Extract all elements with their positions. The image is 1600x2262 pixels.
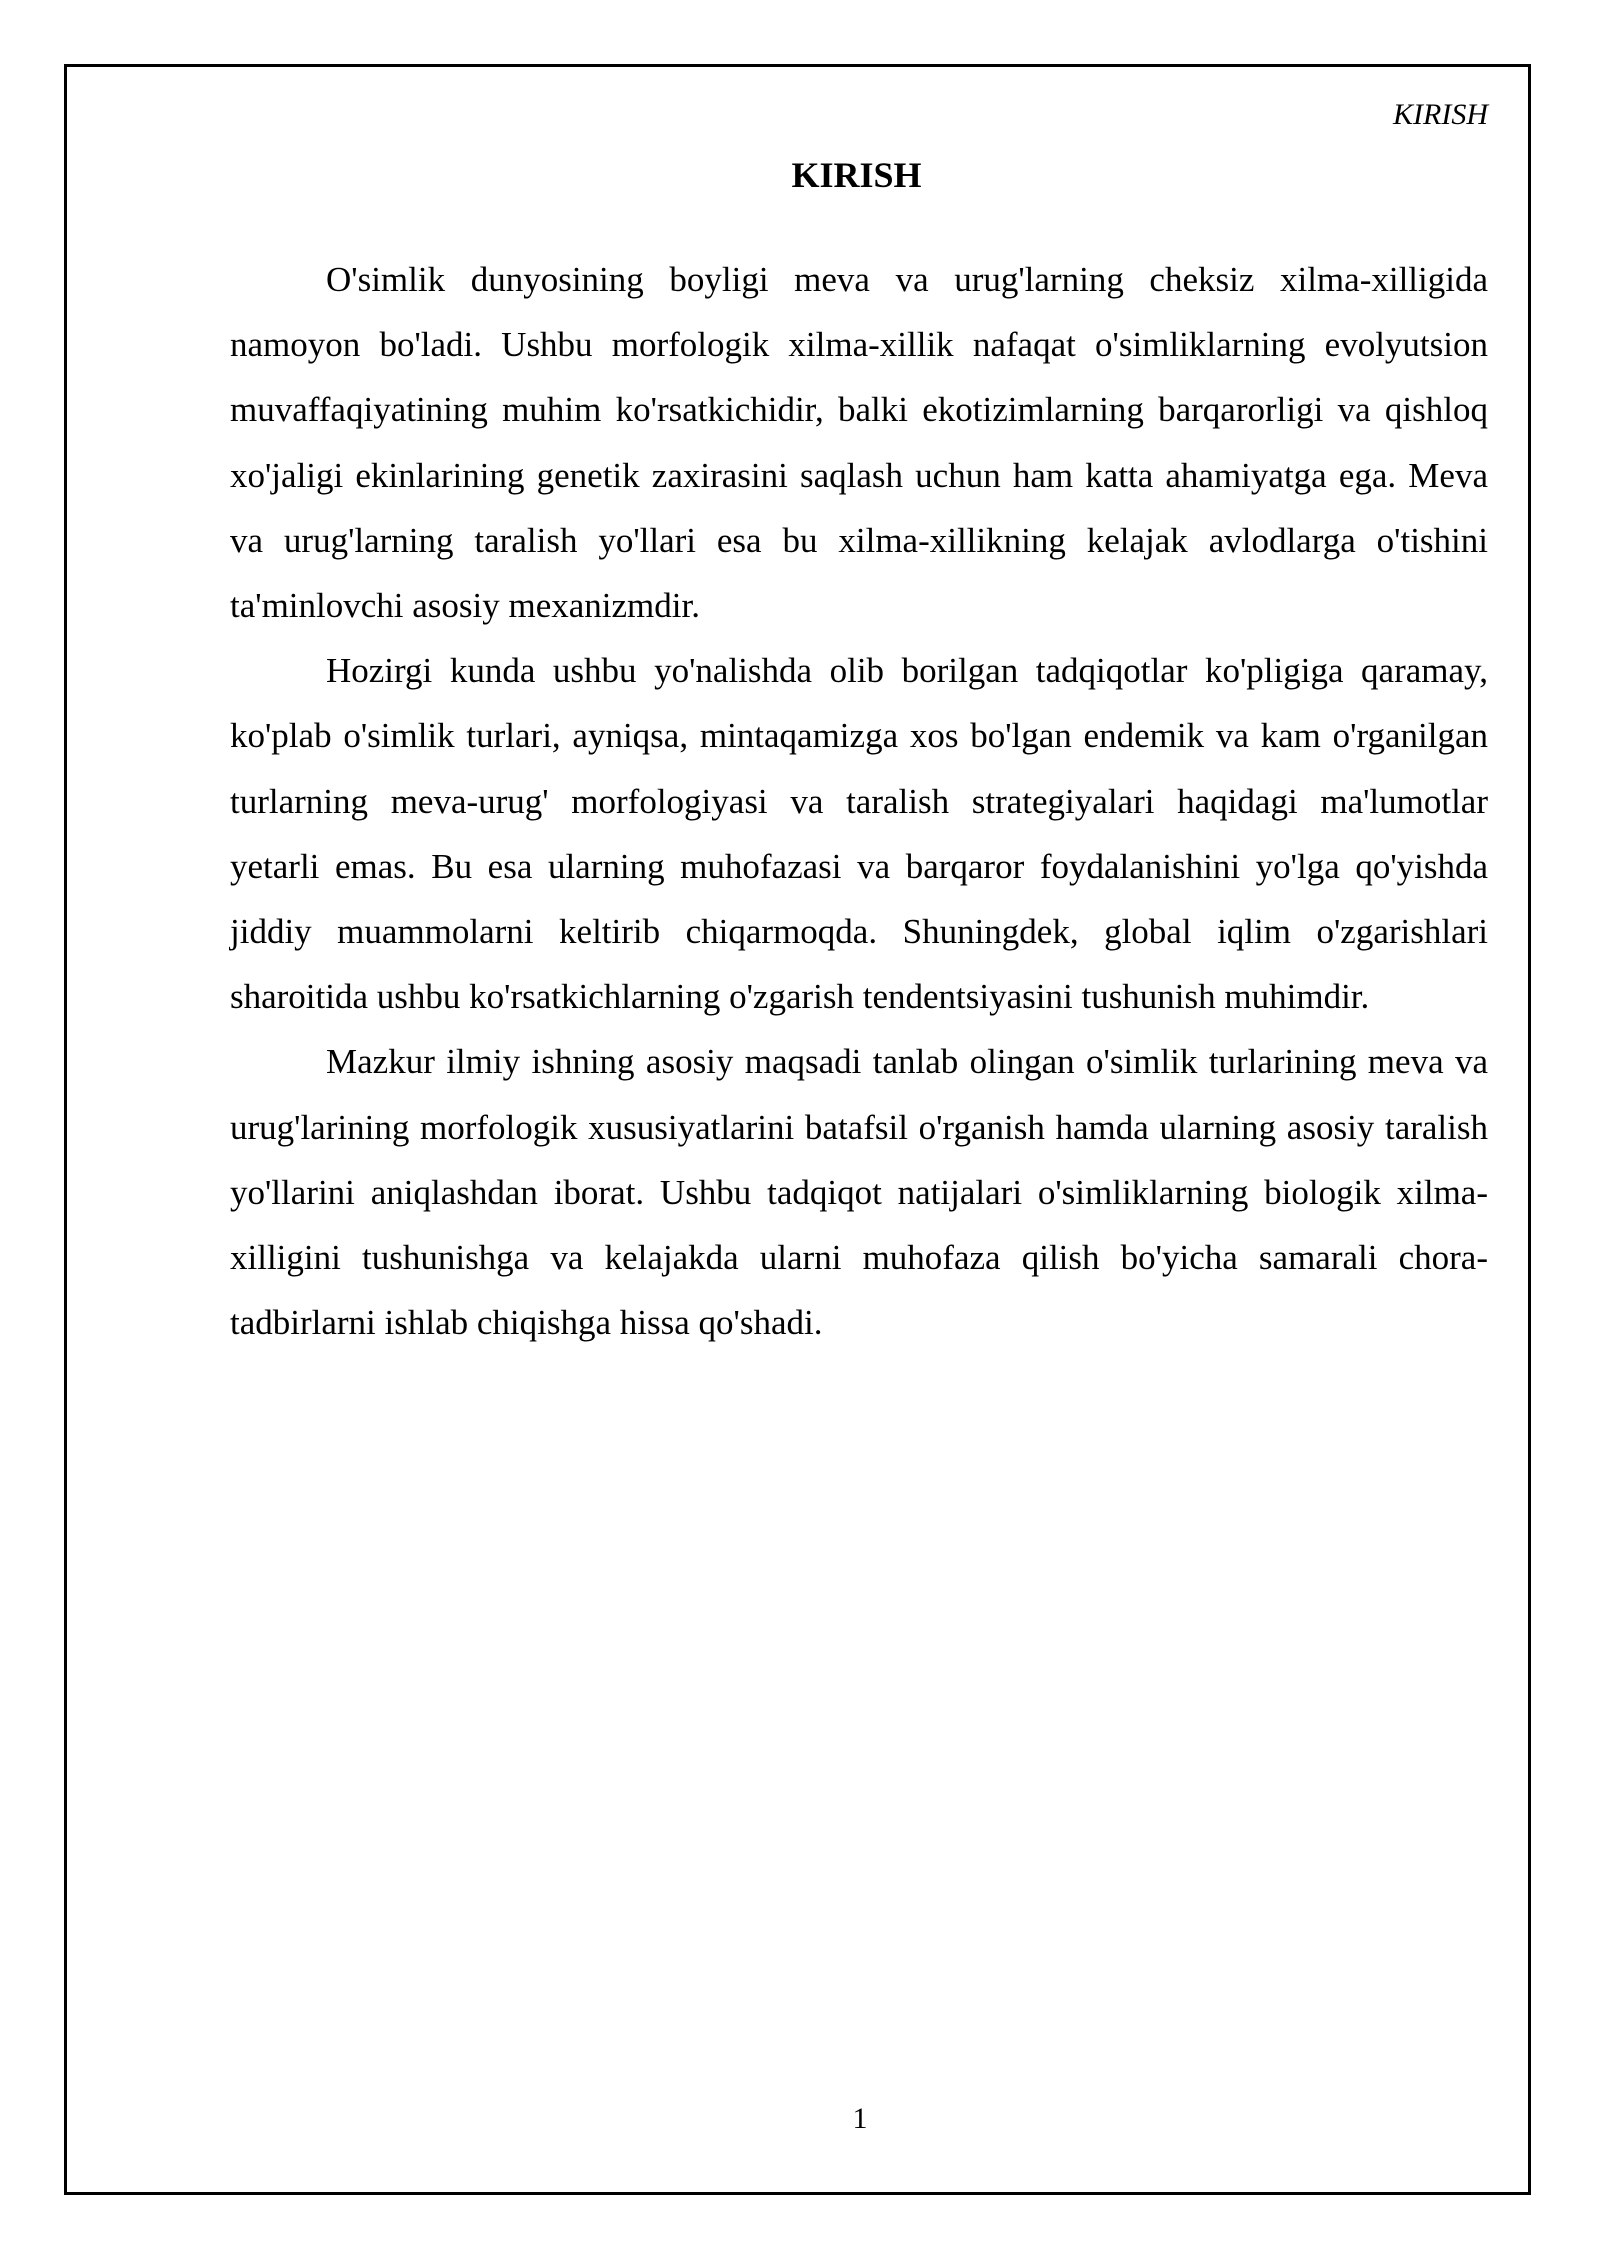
running-header: KIRISH <box>1393 98 1488 131</box>
page-title: KIRISH <box>791 155 922 195</box>
paragraph-2: Hozirgi kunda ushbu yo'nalishda olib borilgan tadqiqotlar ko'pligiga qaramay, ko'plab o'simlik turlari, ayniqsa, mintaqamizga xos bo'lgan endemik va kam o'rganilgan turlarning meva-urug' morfologiyasi va taralish strategiyalari haqidagi ma'lumotlar yetarli emas. Bu esa ularning muhofazasi va barqaror foydalanishini yo'lga qo'yishda jiddiy muammolarni keltirib chiqarmoqda. Shuningdek, global iqlim o'zgarishlari sharoitida ushbu ko'rsatkichlarning o'zgarish tendentsiyasini tushunish muhimdir. <box>230 651 1488 1017</box>
paragraph-3: Mazkur ilmiy ishning asosiy maqsadi tanlab olingan o'simlik turlarining meva va urug'larining morfologik xususiyatlarini batafsil o'rganish hamda ularning asosiy taralish yo'llarini aniqlashdan iborat. Ushbu tadqiqot natijalari o'simliklarning biologik xilma-xilligini tushunishga va kelajakda ularni muhofaza qilish bo'yicha samarali chora-tadbirlarni ishlab chiqishga hissa qo'shadi. <box>230 1042 1488 1343</box>
document-body <box>230 247 1488 1355</box>
paragraph-1: O'simlik dunyosining boyligi meva va urug'larning cheksiz xilma-xilligida namoyon bo'ladi. Ushbu morfologik xilma-xillik nafaqat o'simliklarning evolyutsion muvaffaqiyatining muhim ko'rsatkichidir, balki ekotizimlarning barqarorligi va qishloq xo'jaligi ekinlarining genetik zaxirasini saqlash uchun ham katta ahamiyatga ega. Meva va urug'larning taralish yo'llari esa bu xilma-xillikning kelajak avlodlarga o'tishini ta'minlovchi asosiy mexanizmdir. <box>230 260 1488 626</box>
page-number: 1 <box>852 2102 868 2135</box>
